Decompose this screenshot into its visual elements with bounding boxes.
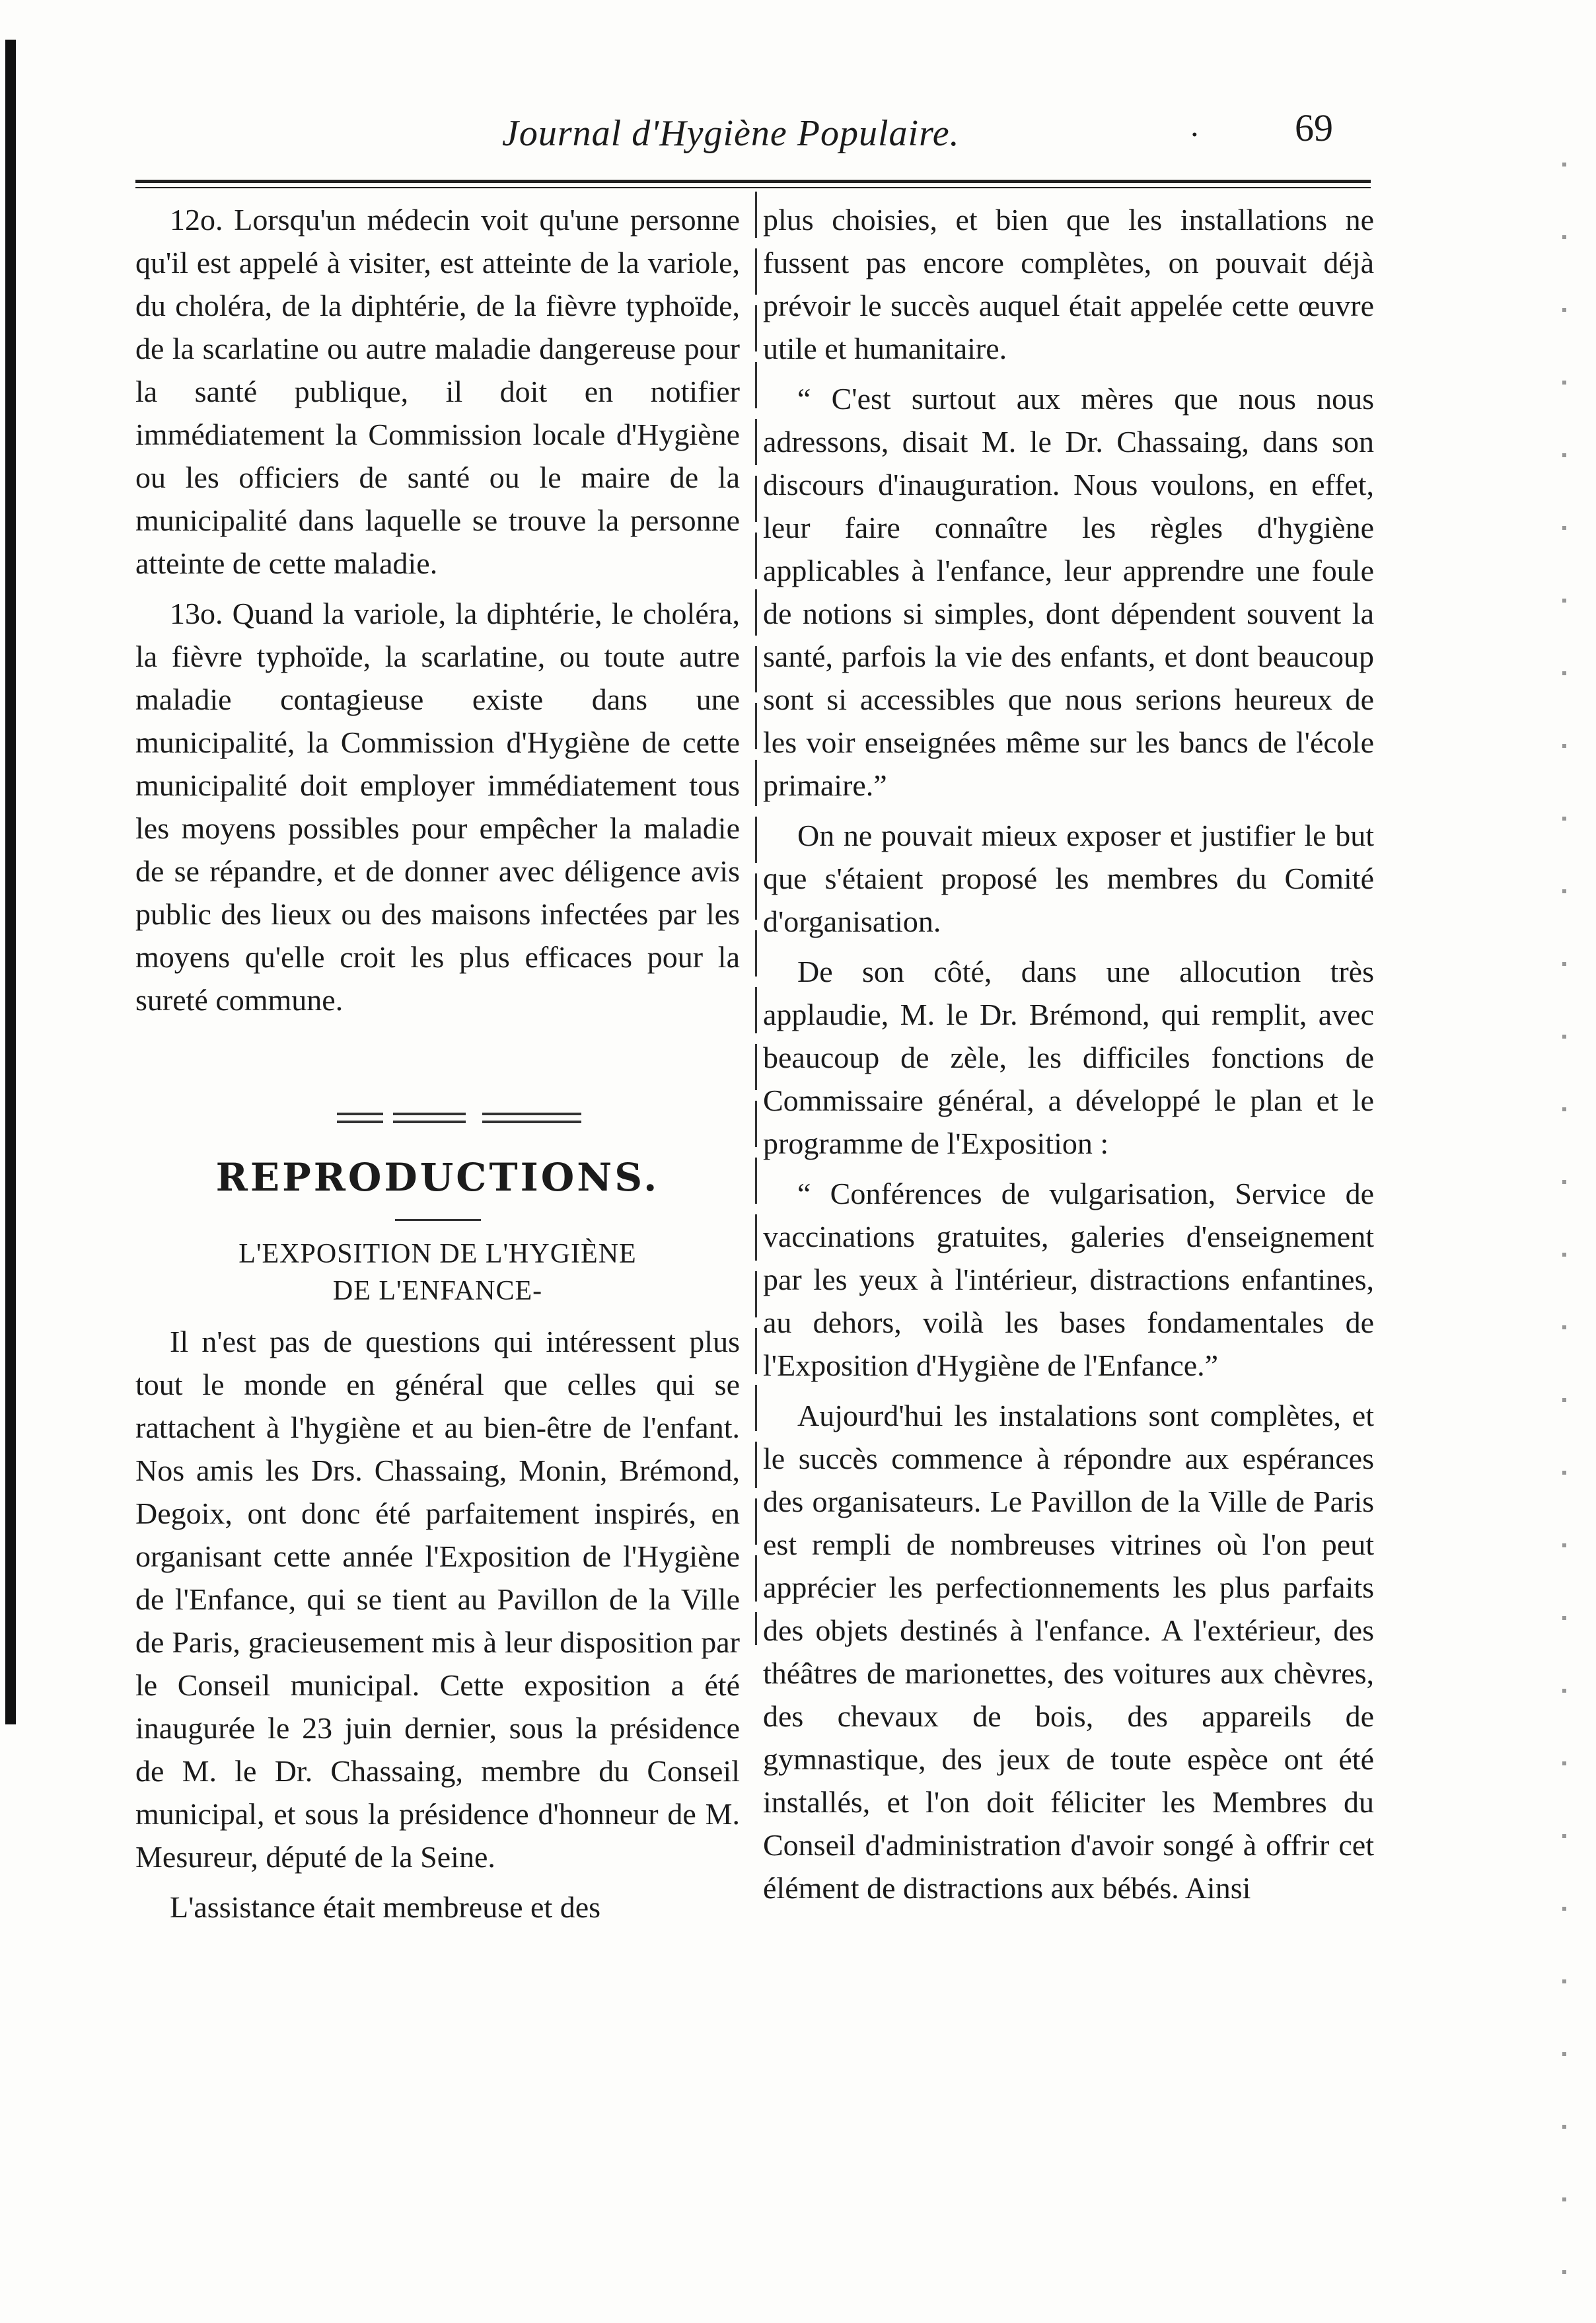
article-title-line-1: L'EXPOSITION DE L'HYGIÈNE (238, 1239, 637, 1269)
page-header (132, 106, 1374, 165)
page-number: 69 (1295, 106, 1333, 149)
left-column (135, 198, 740, 1936)
right-paragraph-5: “ Conférences de vulgarisation, Service de vaccinations gratuites, galeries d'enseignement par les yeux à l'intérieur, distractions enfantines, au dehors, voilà les bases fondamentales de l'Exposition d'Hygiène de l'Enfance.” (763, 1177, 1374, 1382)
right-paragraph-1: plus choisies, et bien que les installations ne fussent pas encore complètes, on pouvait déjà prévoir le succès auquel était appelée cette œuvre utile et humanitaire. (763, 203, 1374, 365)
heading-underline (395, 1219, 481, 1221)
right-column (763, 198, 1374, 1917)
section-separator (135, 1099, 740, 1132)
article-title-line-2: DE L'ENFANCE- (332, 1276, 543, 1306)
page-edge-shadow (5, 40, 16, 1724)
right-paragraph-4: De son côté, dans une allocution très applaudie, M. le Dr. Brémond, qui remplit, avec beaucoup de zèle, les difficiles fonctions de Commissaire général, a développé le plan et le programme de l'Exposition : (763, 955, 1374, 1160)
article-title (135, 1235, 740, 1309)
right-paragraph-2: “ C'est surtout aux mères que nous nous adressons, disait M. le Dr. Chassaing, dans son discours d'inauguration. Nous voulons, en effet, leur faire connaître les règles d'hygiène applicables à l'enfance, leur apprendre une foule de notions si simples, dont dépendent souvent la santé, parfois la vie des enfants, et dont beaucoup sont si accessibles que nous serions heureux de les voir enseignées même sur les bancs de l'école primaire.” (763, 382, 1374, 802)
paragraph-13: 13o. Quand la variole, la diphtérie, le choléra, la fièvre typhoïde, la scarlatine, ou toute autre maladie contagieuse existe dans une municipalité, la Commission d'Hygiène de cette municipalité doit employer immédiatement tous les moyens possibles pour empêcher la maladie de se répandre, et de donner avec déligence avis public des lieux ou des maisons infectées par les moyens qu'elle croit les plus efficaces pour la sureté commune. (135, 597, 740, 1017)
running-title: Journal d'Hygiène Populaire. (502, 113, 960, 154)
paragraph-12: 12o. Lorsqu'un médecin voit qu'une personne qu'il est appelé à visiter, est atteinte de la variole, du choléra, de la diphtérie, de la fièvre typhoïde, de la scarlatine ou autre maladie dangereuse pour la santé publique, il doit en notifier immédiatement la Commission locale d'Hygiène ou les officiers de santé ou le maire de la municipalité dans laquelle se trouve la personne atteinte de cette maladie. (135, 203, 740, 580)
header-rule-thin (135, 187, 1371, 188)
header-dot: · (1189, 116, 1200, 153)
column-divider (755, 192, 757, 1645)
right-paragraph-6: Aujourd'hui les instalations sont complètes, et le succès commence à répondre aux espérances des organisateurs. Le Pavillon de la Ville de Paris est rempli de nombreuses vitrines où l'on peut apprécier les perfectionnements les plus parfaits des objets destinés à l'enfance. A l'extérieur, des théâtres de marionettes, des voitures aux chèvres, des chevaux de bois, des appareils de gymnastique, des jeux de toute espèce ont été installés, et l'on doit féliciter les Membres du Conseil d'administration d'avoir songé à offrir cet élément de distractions aux bébés. Ainsi (763, 1399, 1374, 1905)
scan-speckle (1562, 132, 1566, 2279)
right-paragraph-3: On ne pouvait mieux exposer et justifier le but que s'étaient proposé les membres du Comité d'organisation. (763, 819, 1374, 938)
article-paragraph-2: L'assistance était membreuse et des (170, 1890, 601, 1924)
header-rule-thick (135, 180, 1371, 183)
section-heading: REPRODUCTIONS. (215, 1155, 660, 1200)
article-paragraph-1: Il n'est pas de questions qui intéressent plus tout le monde en général que celles qui se rattachent à l'hygiène et au bien-être de l'enfant. Nos amis les Drs. Chassaing, Monin, Brémond, Degoix, ont donc été parfaitement inspirés, en organisant cette année l'Exposition de l'Hygiène de l'Enfance, qui se tient au Pavillon de la Ville de Paris, gracieusement mis à leur disposition par le Conseil municipal. Cette exposition a été inaugurée le 23 juin dernier, sous la présidence de M. le Dr. Chassaing, membre du Conseil municipal, et sous la présidence d'honneur de M. Mesureur, député de la Seine. (135, 1325, 740, 1874)
